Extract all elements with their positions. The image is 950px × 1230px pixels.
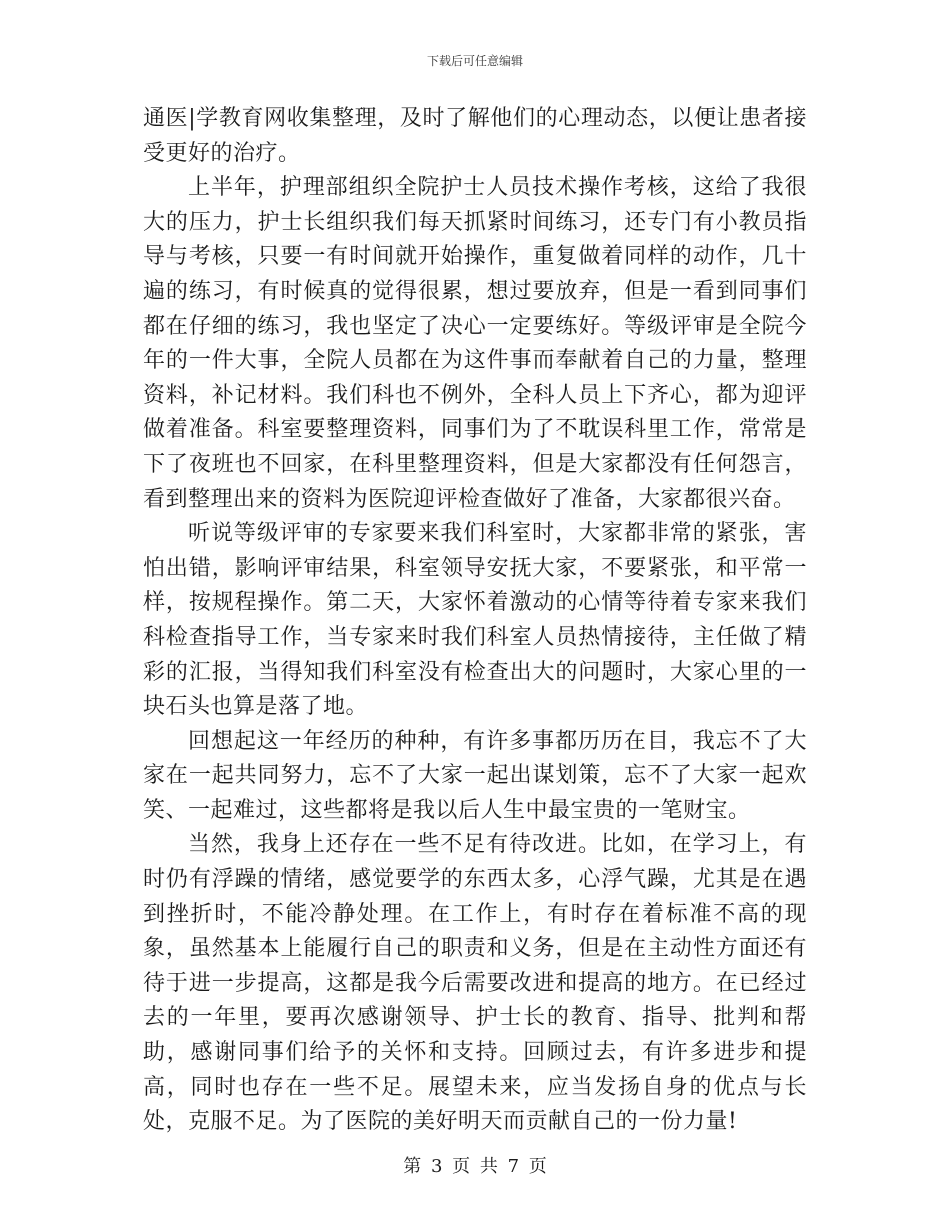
paragraph-expert-review: 听说等级评审的专家要来我们科室时，大家都非常的紧张，害怕出错，影响评审结果，科室领导安抚大家，不要紧张，和平常一样，按规程操作。第二天，大家怀着激动的心情等待着专家来我们科检查指导工作，当专家来时我们科室人员热情接待，主任做了精彩的汇报，当得知我们科室没有检查出大的问题时，大家心里的一块石头也算是落了地。 [143,521,807,720]
document-body [143,102,807,1140]
paragraph-continuation: 通医|学教育网收集整理，及时了解他们的心理动态，以便让患者接受更好的治疗。 [143,106,807,166]
paragraph-reflection: 回想起这一年经历的种种，有许多事都历历在目，我忘不了大家在一起共同努力，忘不了大家一起出谋划策，忘不了大家一起欢笑、一起难过，这些都将是我以后人生中最宝贵的一笔财宝。 [143,728,807,823]
page-number: 第 3 页 共 7 页 [403,1156,547,1177]
page-header: 下载后可任意编辑 [426,54,523,68]
paragraph-improvements: 当然，我身上还存在一些不足有待改进。比如，在学习上，有时仍有浮躁的情绪，感觉要学的东西太多，心浮气躁，尤其是在遇到挫折时，不能冷静处理。在工作上，有时存在着标准不高的现象，虽然基本上能履行自己的职责和义务，但是在主动性方面还有待于进一步提高，这都是我今后需要改进和提高的地方。在已经过去的一年里，要再次感谢领导、护士长的教育、指导、批判和帮助，感谢同事们给予的关怀和支持。回顾过去，有许多进步和提高，同时也存在一些不足。展望未来，应当发扬自身的优点与长处，克服不足。为了医院的美好明天而贡献自己的一份力量! [143,832,807,1135]
paragraph-skills-assessment: 上半年，护理部组织全院护士人员技术操作考核，这给了我很大的压力，护士长组织我们每天抓紧时间练习，还专门有小教员指导与考核，只要一有时间就开始操作，重复做着同样的动作，几十遍的练习，有时候真的觉得很累，想过要放弃，但是一看到同事们都在仔细的练习，我也坚定了决心一定要练好。等级评审是全院今年的一件大事，全院人员都在为这件事而奉献着自己的力量，整理资料，补记材料。我们科也不例外，全科人员上下齐心，都为迎评做着准备。科室要整理资料，同事们为了不耽误科里工作，常常是下了夜班也不回家，在科里整理资料，但是大家都没有任何怨言，看到整理出来的资料为医院迎评检查做好了准备，大家都很兴奋。 [143,175,807,512]
